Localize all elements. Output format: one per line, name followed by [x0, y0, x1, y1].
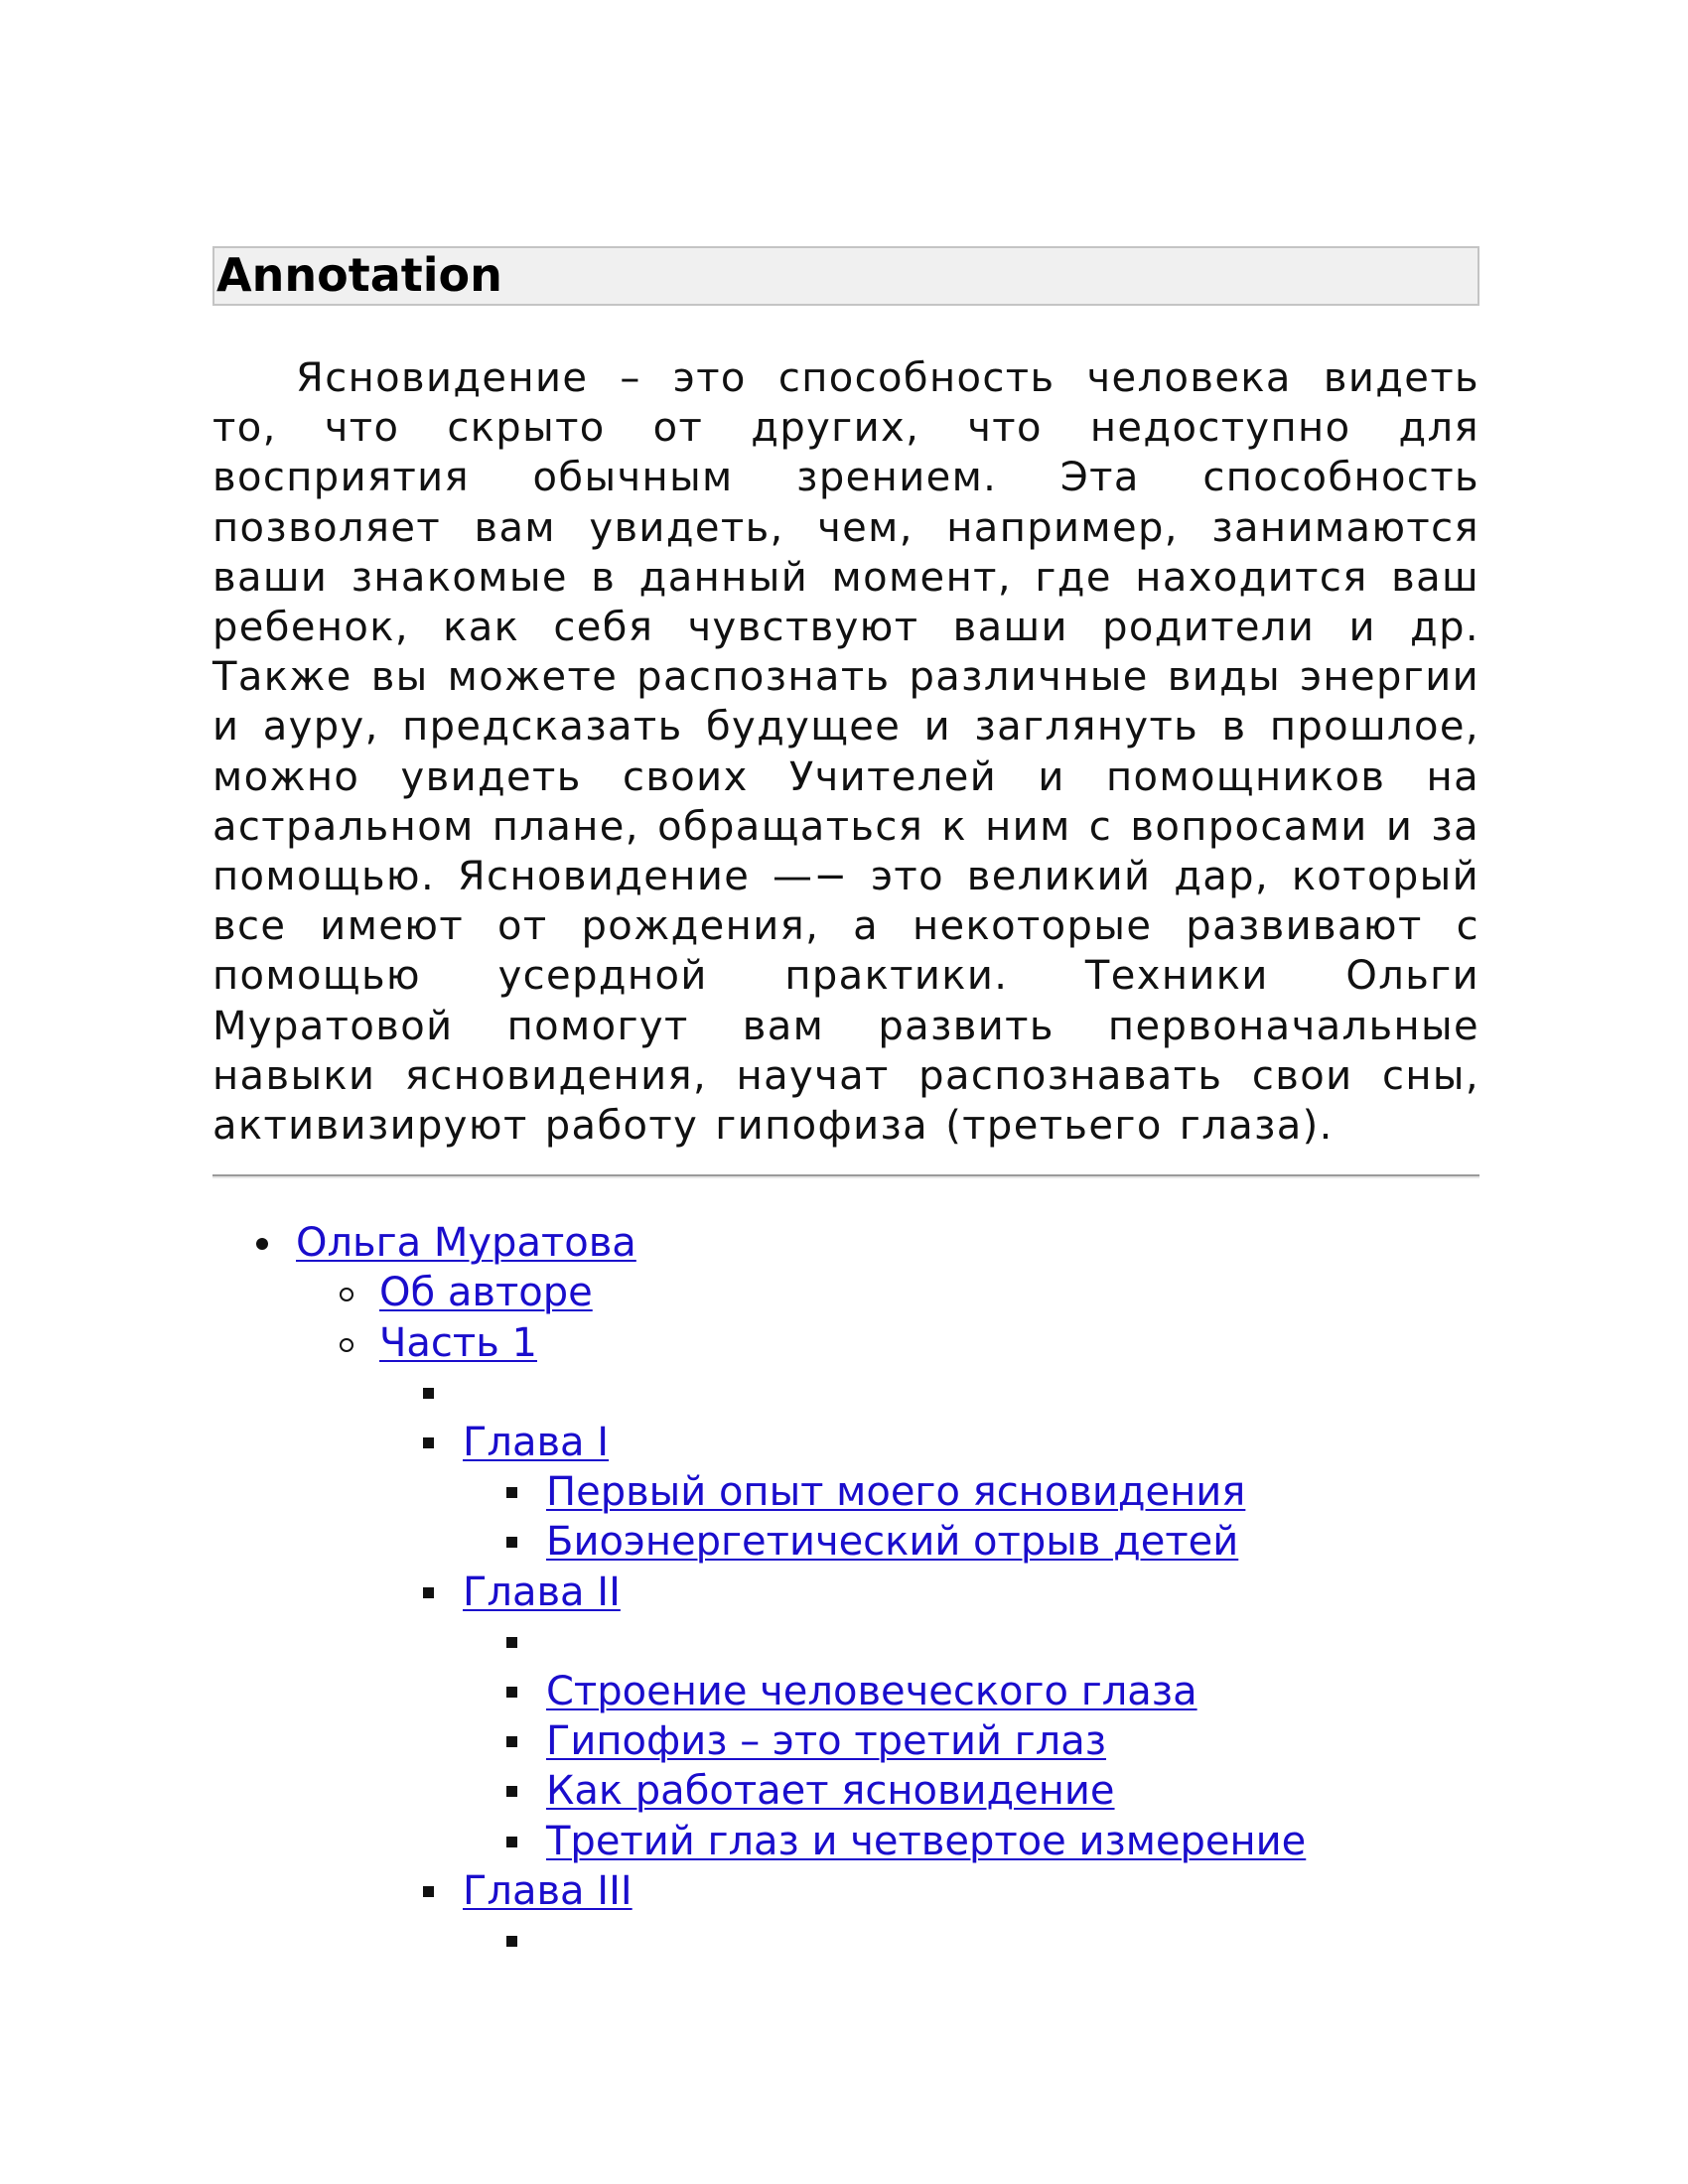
annotation-heading: Annotation	[212, 246, 1479, 306]
horizontal-rule	[212, 1174, 1479, 1178]
square-bullet-icon	[506, 1736, 517, 1747]
toc-level-3	[379, 1368, 1479, 1966]
toc-link-chapter2[interactable]: Глава II	[463, 1569, 621, 1615]
square-bullet-icon	[423, 1587, 434, 1598]
toc-link-ch2-1[interactable]: Строение человеческого глаза	[546, 1669, 1197, 1715]
square-bullet-icon	[423, 1886, 434, 1897]
toc-item-chapter1	[379, 1418, 1479, 1568]
circle-bullet-icon	[340, 1338, 353, 1352]
toc-item-ch2-2	[463, 1716, 1479, 1766]
toc-link-chapter3[interactable]: Глава III	[463, 1867, 633, 1914]
disc-bullet-icon	[256, 1238, 268, 1250]
toc-item-ch2-3	[463, 1766, 1479, 1816]
toc-link-about-author[interactable]: Об авторе	[379, 1270, 593, 1316]
toc-level-4	[463, 1916, 1479, 1966]
toc-item-empty	[463, 1617, 1479, 1667]
circle-bullet-icon	[340, 1288, 353, 1301]
toc-link-ch1-1[interactable]: Первый опыт моего ясновидения	[546, 1469, 1246, 1516]
table-of-contents	[212, 1218, 1479, 1966]
toc-link-ch1-2[interactable]: Биоэнергетический отрыв детей	[546, 1519, 1239, 1566]
toc-link-author[interactable]: Ольга Муратова	[296, 1220, 636, 1267]
toc-item-author	[212, 1218, 1479, 1966]
square-bullet-icon	[423, 1437, 434, 1448]
square-bullet-icon	[423, 1388, 434, 1399]
document-page	[212, 246, 1479, 1966]
toc-item-empty	[463, 1916, 1479, 1966]
square-bullet-icon	[506, 1637, 517, 1648]
toc-link-ch2-3[interactable]: Как работает ясновидение	[546, 1768, 1115, 1815]
toc-item-about-author	[296, 1268, 1479, 1317]
toc-link-chapter1[interactable]: Глава I	[463, 1420, 610, 1466]
toc-item-ch2-4	[463, 1817, 1479, 1866]
square-bullet-icon	[506, 1687, 517, 1698]
toc-link-ch2-2[interactable]: Гипофиз – это третий глаз	[546, 1718, 1107, 1765]
square-bullet-icon	[506, 1487, 517, 1498]
toc-item-ch1-2	[463, 1517, 1479, 1567]
toc-item-part1	[296, 1318, 1479, 1967]
toc-link-part1[interactable]: Часть 1	[379, 1319, 537, 1366]
square-bullet-icon	[506, 1936, 517, 1947]
square-bullet-icon	[506, 1786, 517, 1797]
toc-level-4	[463, 1467, 1479, 1567]
toc-level-4	[463, 1617, 1479, 1866]
toc-level-2	[296, 1268, 1479, 1966]
toc-link-ch2-4[interactable]: Третий глаз и четвертое измерение	[546, 1818, 1307, 1864]
toc-item-ch1-1	[463, 1467, 1479, 1517]
toc-item-empty	[379, 1368, 1479, 1418]
toc-level-1	[212, 1218, 1479, 1966]
square-bullet-icon	[506, 1537, 517, 1548]
toc-item-chapter3	[379, 1866, 1479, 1966]
annotation-paragraph: Ясновидение – это способность человека видеть то, что скрыто от других, что недоступно для восприятия обычным зрением. Эта способность позволяет вам увидеть, чем, например, занимаются ваши знакомые в данный момент, где находится ваш ребенок, как себя чувствуют ваши родители и др. Также вы можете распознать различные виды энергии и ауру, предсказать будущее и заглянуть в прошлое, можно увидеть своих Учителей и помощников на астральном плане, обращаться к ним с вопросами и за помощью. Ясновидение —− это великий дар, который все имеют от рождения, а некоторые развивают с помощью усердной практики. Техники Ольги Муратовой помогут вам развить первоначальные навыки ясновидения, научат распознавать свои сны, активизируют работу гипофиза (третьего глаза).	[212, 355, 1479, 1150]
square-bullet-icon	[506, 1837, 517, 1847]
toc-item-chapter2	[379, 1568, 1479, 1866]
toc-item-ch2-1	[463, 1667, 1479, 1716]
